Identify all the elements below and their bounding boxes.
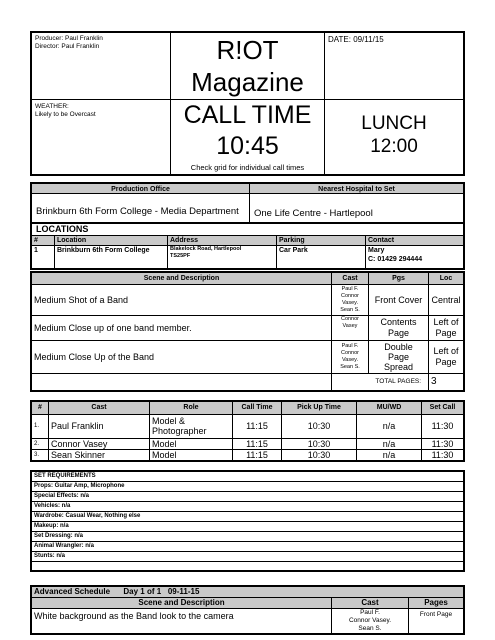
cast-col-num: #	[31, 401, 49, 414]
loc-col-parking: Parking	[277, 236, 366, 246]
total-pages-label: TOTAL PAGES:	[369, 373, 429, 391]
cast-col-muwd: MU/WD	[357, 401, 422, 414]
advanced-title: Advanced Schedule	[34, 587, 111, 597]
list-item: Props: Guitar Amp, Microphone	[31, 481, 464, 491]
table-row: Medium Close up of one band member. Connor Vasey Contents Page Left of Page	[31, 315, 464, 340]
cast-col-pickup: Pick Up Time	[282, 401, 357, 414]
hospital-value: One Life Centre - Hartlepool	[254, 208, 373, 219]
list-item: Animal Wrangler: n/a	[31, 541, 464, 551]
lunch-label: LUNCH	[361, 113, 427, 134]
adv-col-cast: Cast	[332, 597, 409, 608]
header-box	[30, 31, 465, 176]
loc-col-contact: Contact	[366, 236, 464, 246]
scene-col-desc: Scene and Description	[31, 272, 332, 284]
table-row: Medium Shot of a Band Paul F. Connor Vasey. Sean S. Front Cover Central	[31, 284, 464, 315]
locations-box	[30, 224, 465, 270]
cast-col-setcall: Set Call	[422, 401, 465, 414]
advanced-date: 09-11-15	[167, 587, 200, 597]
list-item: Wardrobe: Casual Wear, Nothing else	[31, 511, 464, 521]
requirements-table	[30, 470, 465, 572]
advanced-day: Day 1 of 1	[123, 587, 162, 597]
director: Director: Paul Franklin	[35, 43, 100, 50]
list-item: Vehicles: n/a	[31, 501, 464, 511]
table-row: 1 Brinkburn 6th Form College Blakelock Road, Hartlepool TS25PF Car Park Mary C: 01429 294444	[32, 246, 464, 269]
production-office-value: Brinkburn 6th Form College - Media Department	[36, 206, 239, 217]
scene-col-pgs: Pgs	[369, 272, 429, 284]
date: DATE: 09/11/15	[328, 35, 384, 44]
scene-col-loc: Loc	[429, 272, 465, 284]
scene-col-cast: Cast	[332, 272, 369, 284]
hospital-label: Nearest Hospital to Set	[318, 186, 395, 193]
magazine-title-line2: Magazine	[191, 67, 304, 97]
requirements-title: SET REQUIREMENTS	[31, 471, 464, 481]
adv-col-pages: Pages	[409, 597, 465, 608]
list-item: Set Dressing: n/a	[31, 531, 464, 541]
table-row: 1. Paul Franklin Model & Photographer 11:15 10:30 n/a 11:30	[31, 414, 464, 438]
call-note: Check grid for individual call times	[190, 163, 305, 172]
loc-col-num: #	[32, 236, 55, 246]
call-time: 10:45	[216, 132, 279, 160]
table-row: White background as the Band look to the camera Paul F. Connor Vasey. Sean S. Front Page	[31, 608, 464, 634]
table-row	[31, 373, 464, 391]
weather-value: Likely to be Overcast	[35, 111, 96, 118]
magazine-title-line1: R!OT	[216, 35, 279, 65]
total-pages-value: 3	[429, 373, 465, 391]
list-item: Special Effects: n/a	[31, 491, 464, 501]
producer: Producer: Paul Franklin	[35, 35, 103, 42]
production-office-label: Production Office	[111, 186, 170, 193]
advanced-table	[30, 585, 465, 635]
list-item: Stunts: n/a	[31, 551, 464, 561]
cast-col-role: Role	[150, 401, 233, 414]
cast-table	[30, 400, 465, 462]
cast-col-call: Call Time	[233, 401, 282, 414]
locations-table	[31, 235, 464, 269]
list-item: Makeup: n/a	[31, 521, 464, 531]
offices-box	[30, 182, 465, 224]
cast-col-name: Cast	[49, 401, 150, 414]
loc-col-location: Location	[55, 236, 168, 246]
lunch-time: 12:00	[370, 136, 418, 157]
scenes-table	[30, 271, 465, 392]
loc-col-address: Address	[168, 236, 277, 246]
table-row: Medium Close Up of the Band Paul F. Connor Vasey. Sean S. Double Page Spread Left of Page	[31, 340, 464, 373]
table-row: 3. Sean Skinner Model 11:15 10:30 n/a 11:30	[31, 449, 464, 461]
adv-col-desc: Scene and Description	[31, 597, 332, 608]
table-row: 2. Connor Vasey Model 11:15 10:30 n/a 11:30	[31, 438, 464, 449]
call-time-label: CALL TIME	[183, 101, 312, 129]
weather-label: WEATHER:	[35, 103, 69, 110]
locations-title: LOCATIONS	[36, 224, 89, 234]
